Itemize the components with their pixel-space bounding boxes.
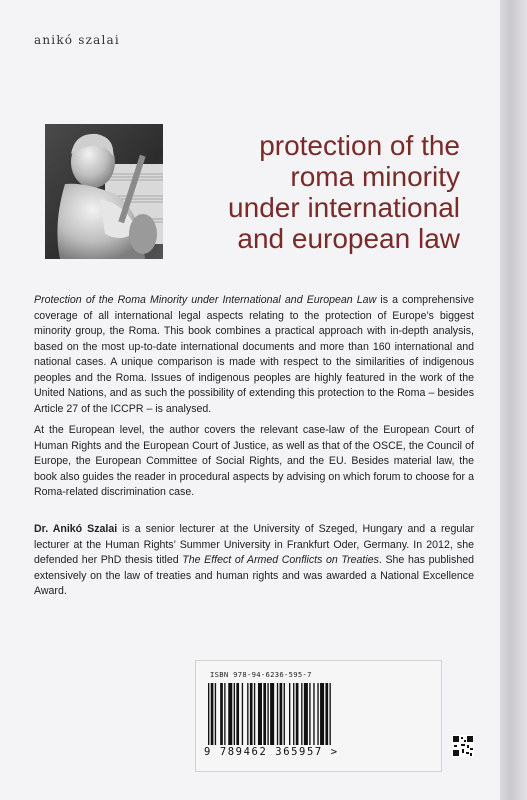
book-title-italic: Protection of the Roma Minority under International and European Law xyxy=(34,294,377,306)
title-line: protection of the xyxy=(259,130,460,161)
statue-photo xyxy=(45,124,163,259)
author-name: anikó szalai xyxy=(34,33,120,47)
qr-code-icon xyxy=(452,735,474,757)
thesis-title: The Effect of Armed Conflicts on Treaties xyxy=(182,554,379,566)
book-title xyxy=(160,130,460,254)
title-line: under international xyxy=(228,192,460,223)
barcode-block xyxy=(195,660,442,772)
author-bio-text: is a senior lecturer at the University of Szeged, Hungary and a regular lecturer at the Human Rights’ Summer University in Frankfurt Oder, Germany. In 2012, she defended her PhD thesis titled xyxy=(34,523,475,566)
title-line: roma minority xyxy=(290,161,460,192)
description-paragraph-1 xyxy=(34,293,474,417)
author-bio-text-end: . She has published extensively on the law of treaties and human rights and was awarded a National Excellence Award. xyxy=(34,554,475,597)
author-bio-name: Dr. Anikó Szalai xyxy=(34,523,118,535)
author-bio-paragraph xyxy=(34,522,474,600)
statue-image xyxy=(45,124,163,259)
barcode-digits: 9 789462 365957 > xyxy=(204,746,339,758)
isbn-label: ISBN 978-94-6236-595-7 xyxy=(210,670,312,679)
barcode-icon xyxy=(208,683,428,745)
page-edge xyxy=(500,0,527,800)
description-text: is a comprehensive coverage of all international legal aspects relating to the protection of Europe’s biggest minority group, the Roma. This book combines a practical approach with in-depth analysis, based on the most up-to-date international documents and more than 160 international and national cases. A unique comparison is made with respect to the similarities of indigenous peoples and the Roma. Issues of indigenous peoples are highly featured in the work of the United Nations, and as such the possibility of extending this protection to the Roma – besides Article 27 of the ICCPR – is analysed. xyxy=(34,294,475,415)
title-line: and european law xyxy=(237,223,460,254)
description-paragraph-2: At the European level, the author covers the relevant case-law of the European Court of Human Rights and the European Court of Justice, as well as that of the OSCE, the Council of Europe, the European Committee of Social Rights, and the EU. Besides material law, the book also guides the reader in procedural aspects by advising on which forum to choose for a Roma-related discrimination case. xyxy=(34,424,474,498)
